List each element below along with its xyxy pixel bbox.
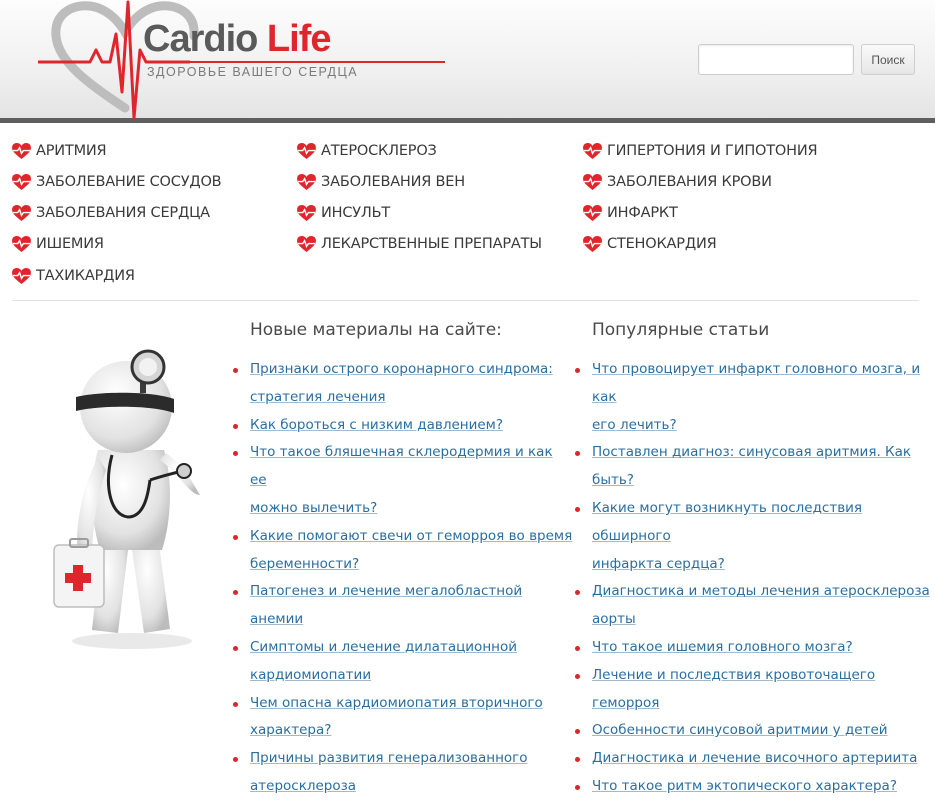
list-item xyxy=(233,523,573,579)
doctor-figure-illustration xyxy=(40,345,210,655)
heart-pulse-icon xyxy=(12,236,31,253)
article-link-line: Какие могут возникнуть последствия обширного xyxy=(592,499,863,544)
article-link[interactable] xyxy=(250,695,543,739)
bullet-icon xyxy=(233,757,238,762)
article-link[interactable] xyxy=(250,639,517,683)
category-label: ЗАБОЛЕВАНИЯ КРОВИ xyxy=(607,174,772,190)
article-link-line: его лечить? xyxy=(592,416,677,433)
category-label: ЗАБОЛЕВАНИЕ СОСУДОВ xyxy=(36,174,222,190)
heart-pulse-icon xyxy=(12,268,31,285)
heart-pulse-icon xyxy=(297,143,316,160)
list-item xyxy=(575,745,935,773)
heart-pulse-icon xyxy=(583,174,602,191)
article-link[interactable] xyxy=(592,722,888,738)
bullet-icon xyxy=(233,590,238,595)
new-materials-title: Новые материалы на сайте: xyxy=(250,320,502,340)
category-item[interactable] xyxy=(12,171,221,193)
category-label: АТЕРОСКЛЕРОЗ xyxy=(321,143,437,159)
bullet-icon xyxy=(233,646,238,651)
article-link-line: характера? xyxy=(250,722,332,739)
article-link-line: Патогенез и лечение мегалобластной анемии xyxy=(250,583,523,628)
article-link-line: Что такое ишемия головного мозга? xyxy=(592,638,853,655)
article-link[interactable] xyxy=(592,667,875,711)
article-link[interactable] xyxy=(592,778,897,794)
article-link-line: быть? xyxy=(592,472,634,489)
article-link-line: Причины развития генерализованного xyxy=(250,750,528,767)
article-link[interactable] xyxy=(250,750,528,794)
article-link[interactable] xyxy=(592,444,911,488)
article-link-line: инфаркта сердца? xyxy=(592,555,725,572)
list-item xyxy=(575,495,935,578)
heart-pulse-icon xyxy=(583,143,602,160)
new-materials-list xyxy=(233,356,573,801)
category-label: ИНФАРКТ xyxy=(607,205,678,221)
article-link-line: кардиомиопатии xyxy=(250,666,372,683)
category-item[interactable] xyxy=(583,202,678,224)
bullet-icon xyxy=(575,368,580,373)
article-link-line: Симптомы и лечение дилатационной xyxy=(250,638,518,655)
heart-pulse-icon xyxy=(12,174,31,191)
category-item[interactable] xyxy=(297,171,465,193)
list-item xyxy=(575,717,935,745)
category-label: ИНСУЛЬТ xyxy=(321,205,391,221)
article-link[interactable] xyxy=(250,444,553,516)
bullet-icon xyxy=(233,368,238,373)
category-item[interactable] xyxy=(297,140,437,162)
bullet-icon xyxy=(233,535,238,540)
article-link-line: Особенности синусовой аритмии у детей xyxy=(592,722,888,739)
list-item xyxy=(233,439,573,522)
article-link-line: Чем опасна кардиомиопатия вторичного xyxy=(250,694,543,711)
article-link-line: Что такое ритм эктопического характера? xyxy=(592,777,897,794)
article-link-line: Лечение и последствия кровоточащего геморроя xyxy=(592,666,876,711)
logo-word-life: Life xyxy=(266,18,331,60)
category-item[interactable] xyxy=(12,140,106,162)
article-link[interactable] xyxy=(250,583,522,627)
category-label: ИШЕМИЯ xyxy=(36,236,104,252)
article-link-line: можно вылечить? xyxy=(250,499,378,516)
article-link-line: стратегия лечения xyxy=(250,388,386,405)
list-item xyxy=(575,356,935,439)
list-item xyxy=(233,745,573,801)
heart-pulse-icon xyxy=(583,236,602,253)
bullet-icon xyxy=(233,702,238,707)
list-item xyxy=(575,578,935,634)
article-link-line: Диагностика и методы лечения атеросклероза xyxy=(592,583,930,600)
article-link-line: Что такое бляшечная склеродермия и как ее xyxy=(250,444,553,489)
category-label: ЗАБОЛЕВАНИЯ СЕРДЦА xyxy=(36,205,210,221)
category-item[interactable] xyxy=(12,202,210,224)
heart-pulse-icon xyxy=(297,236,316,253)
list-item xyxy=(575,634,935,662)
bullet-icon xyxy=(575,590,580,595)
article-link-line: Что провоцирует инфаркт головного мозга, и как xyxy=(592,361,921,405)
category-label: СТЕНОКАРДИЯ xyxy=(607,236,717,252)
category-label: АРИТМИЯ xyxy=(36,143,107,159)
bullet-icon xyxy=(575,451,580,456)
category-label: ЗАБОЛЕВАНИЯ ВЕН xyxy=(321,174,465,190)
category-label: ТАХИКАРДИЯ xyxy=(36,268,135,284)
heart-pulse-icon xyxy=(297,174,316,191)
category-menu xyxy=(0,128,935,301)
section-divider xyxy=(12,300,919,301)
article-link-line: Поставлен диагноз: синусовая аритмия. Как xyxy=(592,444,912,461)
popular-list xyxy=(575,356,935,801)
search-input[interactable] xyxy=(698,44,854,75)
bullet-icon xyxy=(575,646,580,651)
list-item xyxy=(233,578,573,634)
bullet-icon xyxy=(575,757,580,762)
category-item[interactable] xyxy=(12,265,135,287)
heart-pulse-icon xyxy=(12,205,31,222)
category-item[interactable] xyxy=(583,140,817,162)
article-link[interactable] xyxy=(250,528,572,572)
article-link-line: Признаки острого коронарного синдрома: xyxy=(250,361,553,377)
bullet-icon xyxy=(575,507,580,512)
list-item xyxy=(575,439,935,495)
article-link[interactable] xyxy=(250,361,553,405)
heart-pulse-icon xyxy=(583,205,602,222)
bullet-icon xyxy=(575,729,580,734)
article-link-line: Какие помогают свечи от геморроя во время xyxy=(250,527,573,544)
article-link[interactable] xyxy=(592,583,930,627)
heart-pulse-icon xyxy=(12,143,31,160)
article-link-line: аорты xyxy=(592,611,636,628)
list-item xyxy=(575,773,935,801)
search-button[interactable]: Поиск xyxy=(861,44,915,75)
article-link[interactable] xyxy=(592,500,862,572)
bullet-icon xyxy=(233,451,238,456)
category-item[interactable] xyxy=(583,171,772,193)
category-item[interactable] xyxy=(12,233,104,255)
article-link[interactable] xyxy=(592,750,917,766)
logo-tagline: ЗДОРОВЬЕ ВАШЕГО СЕРДЦА xyxy=(147,65,359,79)
category-label: ЛЕКАРСТВЕННЫЕ ПРЕПАРАТЫ xyxy=(321,236,542,252)
category-label: ГИПЕРТОНИЯ И ГИПОТОНИЯ xyxy=(607,143,818,159)
category-item[interactable] xyxy=(297,202,390,224)
bullet-icon xyxy=(575,674,580,679)
article-link[interactable] xyxy=(250,417,503,433)
article-link-line: Диагностика и лечение височного артериита xyxy=(592,750,918,767)
category-item[interactable] xyxy=(583,233,716,255)
article-link-line: беременности? xyxy=(250,555,360,572)
bullet-icon xyxy=(575,785,580,790)
logo-wordmark xyxy=(143,20,330,58)
article-link[interactable] xyxy=(592,639,853,655)
category-item[interactable] xyxy=(297,233,542,255)
article-link-line: Как бороться с низким давлением? xyxy=(250,416,504,433)
list-item xyxy=(233,412,573,440)
article-link[interactable] xyxy=(592,361,920,433)
list-item xyxy=(233,634,573,690)
article-link-line: атеросклероза xyxy=(250,777,357,794)
logo-word-cardio: Cardio xyxy=(143,18,258,60)
popular-title: Популярные статьи xyxy=(592,320,770,340)
site-logo[interactable] xyxy=(30,0,460,123)
bullet-icon xyxy=(233,424,238,429)
heart-pulse-icon xyxy=(297,205,316,222)
list-item xyxy=(233,356,573,412)
list-item xyxy=(575,662,935,718)
site-header xyxy=(0,0,935,123)
list-item xyxy=(233,690,573,746)
